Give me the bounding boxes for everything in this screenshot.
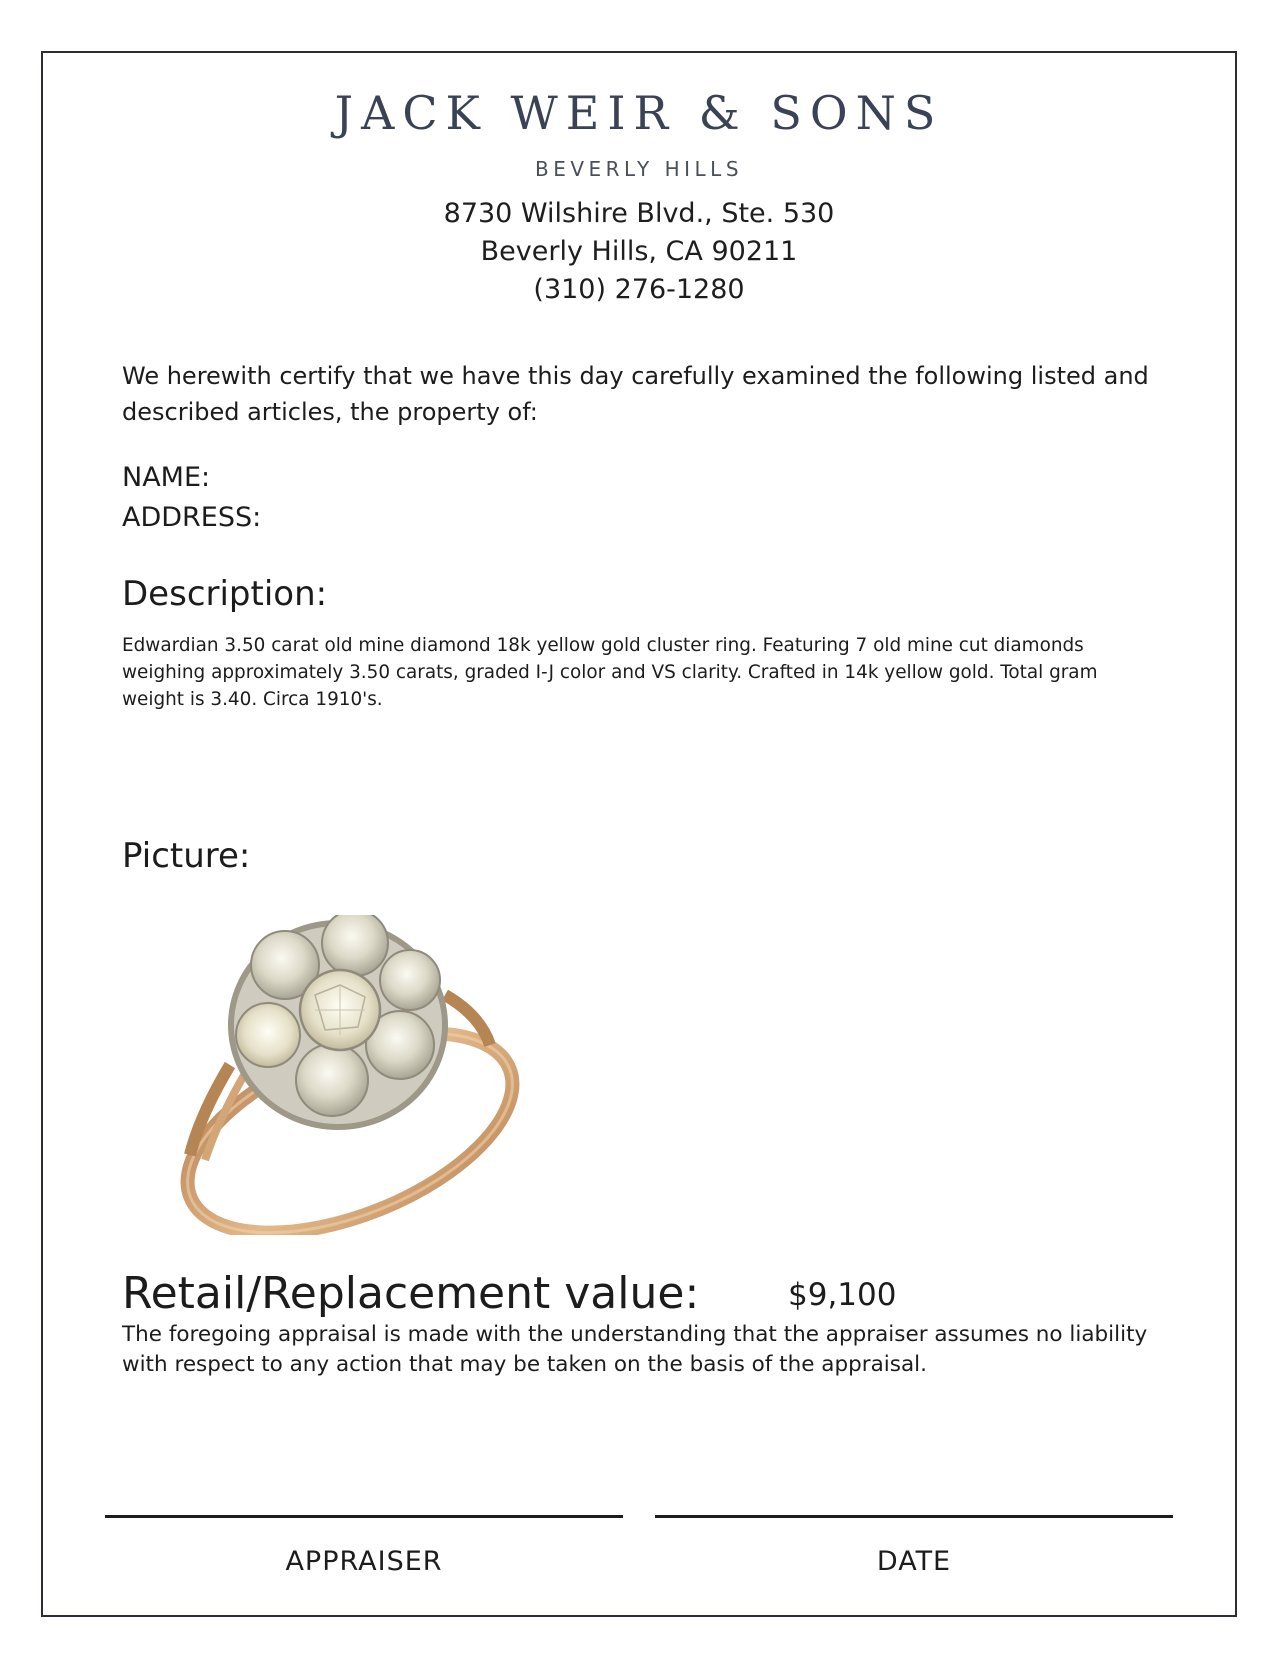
- ring-photo: [160, 915, 540, 1235]
- certification-text: We herewith certify that we have this day carefully examined the following listed and described articles, the property of:: [122, 362, 1149, 426]
- brand-location: BEVERLY HILLS: [534, 157, 744, 181]
- address-line-2: Beverly Hills, CA 90211: [480, 236, 798, 267]
- description-text: Edwardian 3.50 carat old mine diamond 18k yellow gold cluster ring. Featuring 7 old mine cut diamonds weighing approximately 3.50 carats, graded I-J color and VS clarity. Crafted in 14k yellow gold. Total gram weight is 3.40. Circa 1910's.: [122, 635, 1098, 710]
- address-label: ADDRESS:: [122, 502, 262, 533]
- brand-name: JACK WEIR & SONS: [334, 86, 944, 140]
- date-label: DATE: [876, 1546, 952, 1577]
- address-line-1: 8730 Wilshire Blvd., Ste. 530: [443, 198, 835, 229]
- disclaimer-text: The foregoing appraisal is made with the understanding that the appraiser assumes no liability with respect to any action that may be taken on the basis of the appraisal.: [122, 1322, 1148, 1377]
- date-signature-line: [655, 1515, 1173, 1518]
- value-label: Retail/Replacement value:: [122, 1268, 700, 1319]
- phone-number: (310) 276-1280: [533, 274, 745, 305]
- description-heading: Description:: [122, 574, 328, 614]
- name-label: NAME:: [122, 462, 211, 493]
- appraiser-signature-line: [105, 1515, 623, 1518]
- value-amount: $9,100: [788, 1277, 897, 1313]
- appraiser-label: APPRAISER: [285, 1546, 443, 1577]
- picture-heading: Picture:: [122, 836, 251, 876]
